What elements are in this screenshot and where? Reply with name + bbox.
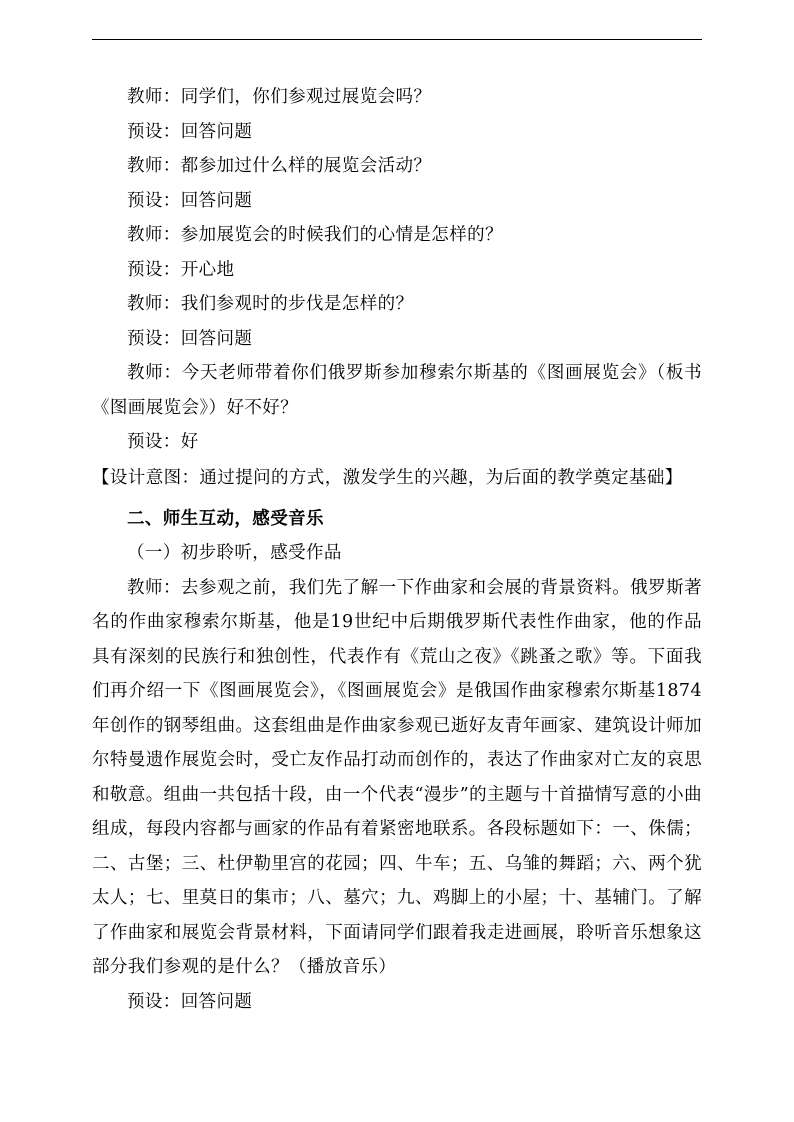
dialogue-line: 教师：都参加过什么样的展览会活动？: [127, 156, 432, 176]
dialogue-line: 预设：回答问题: [127, 328, 253, 349]
dialogue-line: 预设：回答问题: [127, 121, 253, 142]
subsection-heading: （一）初步聆听，感受作品: [127, 543, 342, 563]
dialogue-line: 教师：今天老师带着你们俄罗斯参加穆索尔斯基的《图画展览会》（板书《图画展览会》）好不好？: [92, 363, 702, 418]
dialogue-line: 预设：好: [127, 432, 199, 452]
design-intent-note: 【设计意图：通过提问的方式，激发学生的兴趣，为后面的教学奠定基础】: [92, 467, 683, 488]
dialogue-line: 预设：回答问题: [127, 991, 253, 1012]
dialogue-line: 教师：同学们，你们参观过展览会吗？: [127, 87, 432, 107]
dialogue-line: 教师：我们参观时的步伐是怎样的？: [127, 294, 414, 314]
dialogue-paragraph: 教师：去参观之前，我们先了解一下作曲家和会展的背景资料。俄罗斯著名的作曲家穆索尔斯基，他是19世纪中后期俄罗斯代表性作曲家，他的作品具有深刻的民族行和独创性，代表作有《荒山之夜》《跳蚤之歌》等。下面我们再介绍一下《图画展览会》，《图画展览会》是俄国作曲家穆索尔斯基1874年创作的钢琴组曲。这套组曲是作曲家参观已逝好友青年画家、建筑设计师加尔特曼遗作展览会时，受亡友作品打动而创作的，表达了作曲家对亡友的哀思和敬意。组曲一共包括十段，由一个代表“漫步”的主题与十首描情写意的小曲组成，每段内容都与画家的作品有着紧密地联系。各段标题如下：一、侏儒；二、古堡；三、杜伊勒里宫的花园；四、牛车；五、乌雏的舞蹈；六、两个犹太人；七、里莫日的集市；八、墓穴；九、鸡脚上的小屋；十、基辅门。了解了作曲家和展览会背景材料，下面请同学们跟着我走进画展，聆听音乐想象这部分我们参观的是什么？（播放音乐）: [92, 577, 702, 977]
dialogue-line: 教师：参加展览会的时候我们的心情是怎样的？: [127, 225, 503, 245]
dialogue-line: 预设：回答问题: [127, 190, 253, 211]
dialogue-line: 预设：开心地: [127, 259, 235, 280]
document-body: [92, 80, 702, 1019]
header-rule: [92, 39, 702, 40]
section-heading: 二、师生互动，感受音乐: [127, 508, 324, 529]
